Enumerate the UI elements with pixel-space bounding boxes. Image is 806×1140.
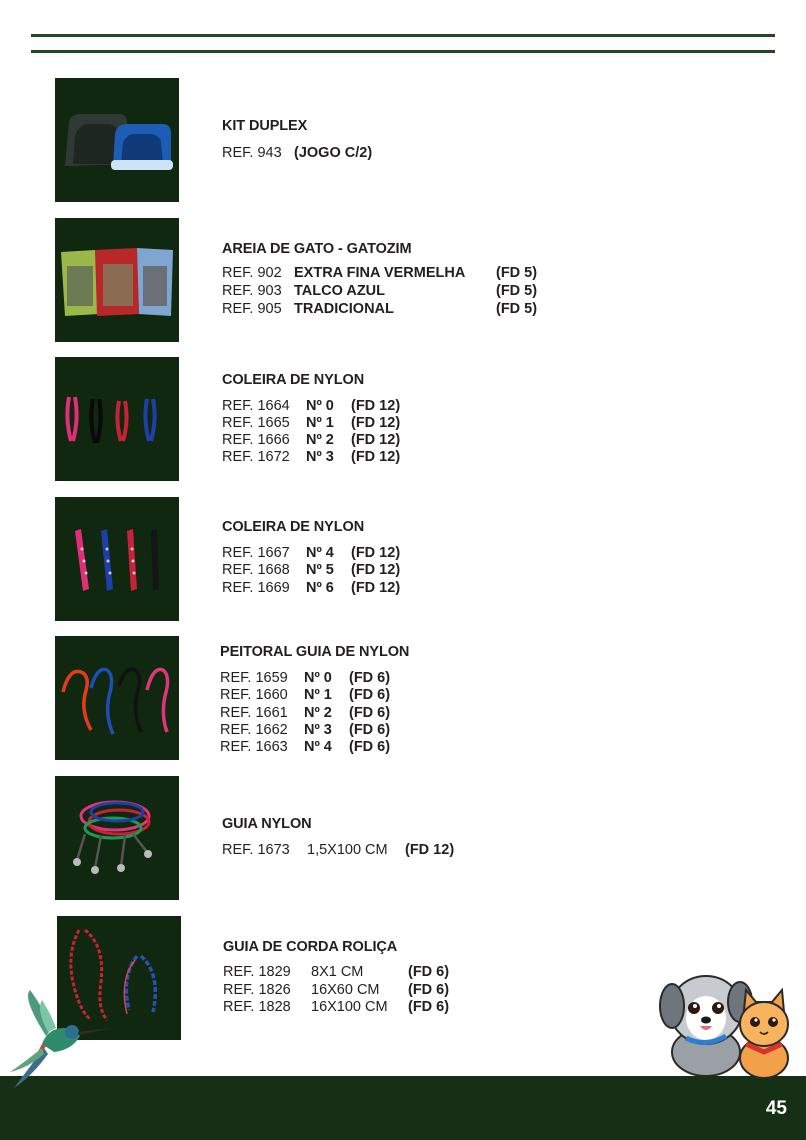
pack-quantity: (FD 6) bbox=[408, 999, 450, 1015]
product-variant: EXTRA FINA VERMELHA bbox=[294, 265, 466, 281]
pack-quantity: (FD 12) bbox=[351, 432, 401, 448]
ref-code: REF. 1663 bbox=[220, 739, 288, 755]
nylon-collars-large-image bbox=[55, 497, 179, 621]
ref-code: REF. 1665 bbox=[222, 415, 290, 431]
ref-code: REF. 1673 bbox=[222, 842, 290, 858]
ref-code: REF. 1826 bbox=[223, 982, 291, 998]
ref-code: REF. 1672 bbox=[222, 449, 290, 465]
nylon-leash-image bbox=[55, 776, 179, 900]
product-variant: Nº 4 bbox=[304, 739, 332, 755]
pack-quantity: (FD 6) bbox=[349, 705, 391, 721]
ref-code: REF. 1661 bbox=[220, 705, 288, 721]
product-variant: Nº 6 bbox=[306, 580, 334, 596]
pack-quantity: (FD 6) bbox=[349, 722, 391, 738]
ref-code: REF. 1829 bbox=[223, 964, 291, 980]
product-title: GUIA NYLON bbox=[222, 816, 312, 832]
footer-band bbox=[0, 1076, 806, 1140]
product-variant: Nº 5 bbox=[306, 562, 334, 578]
page-number: 45 bbox=[765, 1098, 787, 1119]
pack-quantity: (FD 12) bbox=[351, 415, 401, 431]
ref-code: REF. 943 bbox=[222, 145, 282, 161]
product-title: AREIA DE GATO - GATOZIM bbox=[222, 241, 412, 257]
product-title: COLEIRA DE NYLON bbox=[222, 372, 365, 388]
ref-code: REF. 1667 bbox=[222, 545, 290, 561]
pack-quantity: (FD 12) bbox=[351, 580, 401, 596]
header-rule-top bbox=[31, 34, 775, 37]
ref-code: REF. 1828 bbox=[223, 999, 291, 1015]
pack-quantity: (FD 6) bbox=[349, 670, 391, 686]
pack-quantity: (FD 5) bbox=[496, 283, 538, 299]
product-variant: Nº 0 bbox=[304, 670, 332, 686]
product-variant: Nº 2 bbox=[306, 432, 334, 448]
product-title: KIT DUPLEX bbox=[222, 118, 308, 134]
pack-quantity: (FD 12) bbox=[351, 398, 401, 414]
pack-quantity: (FD 6) bbox=[408, 982, 450, 998]
puppy-kitten-icon bbox=[652, 962, 802, 1082]
product-variant: Nº 1 bbox=[304, 687, 332, 703]
product-variant: Nº 0 bbox=[306, 398, 334, 414]
ref-code: REF. 1660 bbox=[220, 687, 288, 703]
pet-bed-image bbox=[55, 78, 179, 202]
product-variant: 1,5X100 CM bbox=[307, 842, 388, 858]
ref-code: REF. 1662 bbox=[220, 722, 288, 738]
ref-code: REF. 1668 bbox=[222, 562, 290, 578]
pack-quantity: (FD 6) bbox=[349, 687, 391, 703]
product-variant: Nº 3 bbox=[306, 449, 334, 465]
product-variant: (JOGO C/2) bbox=[294, 145, 373, 161]
ref-code: REF. 1659 bbox=[220, 670, 288, 686]
ref-code: REF. 903 bbox=[222, 283, 282, 299]
product-variant: 16X100 CM bbox=[311, 999, 388, 1015]
product-title: PEITORAL GUIA DE NYLON bbox=[220, 644, 410, 660]
nylon-harness-image bbox=[55, 636, 179, 760]
pack-quantity: (FD 12) bbox=[351, 545, 401, 561]
nylon-collars-image bbox=[55, 357, 179, 481]
product-variant: TALCO AZUL bbox=[294, 283, 386, 299]
cat-litter-bags-image bbox=[55, 218, 179, 342]
hummingbird-icon bbox=[2, 988, 114, 1092]
ref-code: REF. 905 bbox=[222, 301, 282, 317]
product-title: COLEIRA DE NYLON bbox=[222, 519, 365, 535]
pack-quantity: (FD 12) bbox=[351, 562, 401, 578]
ref-code: REF. 1666 bbox=[222, 432, 290, 448]
pack-quantity: (FD 5) bbox=[496, 265, 538, 281]
pack-quantity: (FD 6) bbox=[349, 739, 391, 755]
ref-code: REF. 1664 bbox=[222, 398, 290, 414]
pack-quantity: (FD 12) bbox=[405, 842, 455, 858]
product-variant: 16X60 CM bbox=[311, 982, 380, 998]
product-variant: TRADICIONAL bbox=[294, 301, 394, 317]
ref-code: REF. 1669 bbox=[222, 580, 290, 596]
product-variant: Nº 3 bbox=[304, 722, 332, 738]
product-variant: Nº 4 bbox=[306, 545, 334, 561]
product-variant: Nº 2 bbox=[304, 705, 332, 721]
pack-quantity: (FD 12) bbox=[351, 449, 401, 465]
product-title: GUIA DE CORDA ROLIÇA bbox=[223, 939, 398, 955]
product-variant: Nº 1 bbox=[306, 415, 334, 431]
product-variant: 8X1 CM bbox=[311, 964, 364, 980]
ref-code: REF. 902 bbox=[222, 265, 282, 281]
pack-quantity: (FD 5) bbox=[496, 301, 538, 317]
pack-quantity: (FD 6) bbox=[408, 964, 450, 980]
header-rule-bottom bbox=[31, 50, 775, 53]
